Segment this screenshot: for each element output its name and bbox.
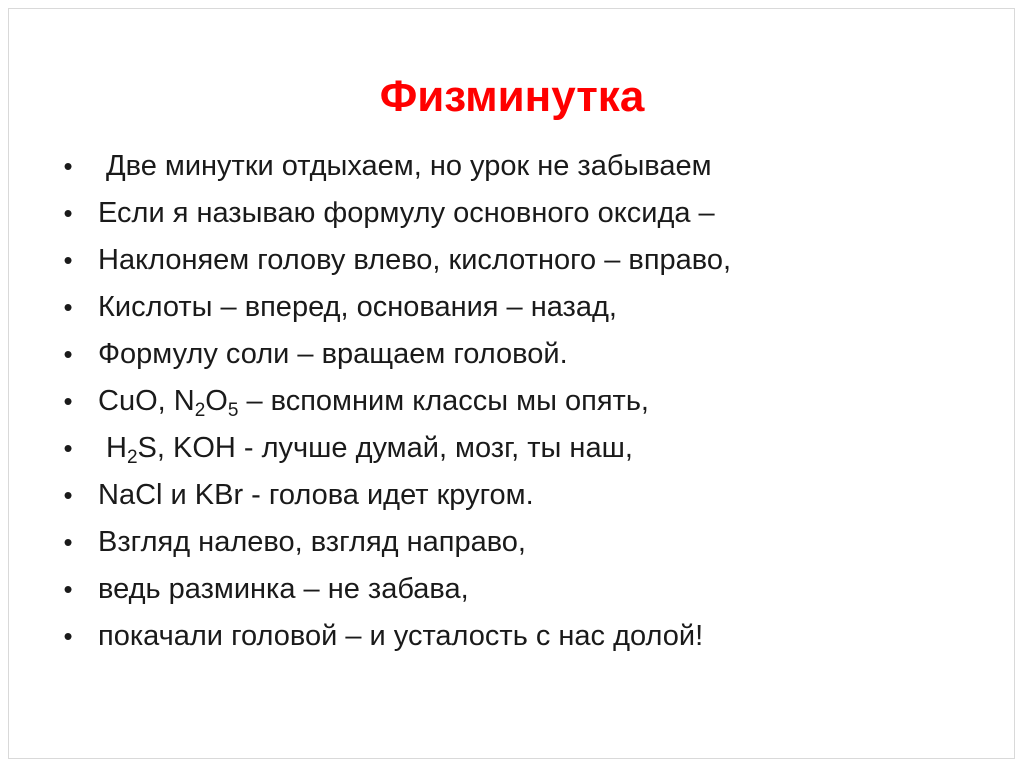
- formula-text: CuO, N: [98, 385, 195, 417]
- line-text: [98, 432, 633, 468]
- line-text: покачали головой – и усталость с нас долой!: [98, 620, 704, 652]
- formula-text: H: [106, 432, 127, 464]
- subscript: 5: [227, 400, 239, 421]
- bullet-icon: •: [63, 339, 73, 369]
- bullet-icon: •: [63, 574, 73, 604]
- list-item: [58, 237, 731, 284]
- list-item: [58, 143, 731, 190]
- list-item: [58, 284, 731, 331]
- list-item: [58, 331, 731, 378]
- list-item: [58, 566, 731, 613]
- list-item: [58, 613, 731, 660]
- bullet-icon: •: [63, 621, 73, 651]
- line-text: [98, 385, 649, 421]
- list-item: [58, 425, 731, 472]
- line-text-tail: – вспомним классы мы опять,: [238, 385, 649, 417]
- line-text-tail: S, KOH - лучше думай, мозг, ты наш,: [137, 432, 633, 464]
- line-text: ведь разминка – не забава,: [98, 573, 469, 605]
- slide-title: Физминутка: [379, 72, 645, 121]
- line-text: NaCl и KBr - голова идет кругом.: [98, 479, 534, 511]
- line-text: Кислоты – вперед, основания – назад,: [98, 291, 617, 323]
- list-item: [58, 519, 731, 566]
- line-text: Если я называю формулу основного оксида –: [98, 197, 715, 229]
- list-item: [58, 472, 731, 519]
- list-item: [58, 378, 731, 425]
- bullet-icon: •: [63, 198, 73, 228]
- line-text: Две минутки отдыхаем, но урок не забываем: [106, 150, 712, 182]
- bullet-icon: •: [63, 433, 73, 463]
- list-item: [58, 190, 731, 237]
- bullet-icon: •: [63, 386, 73, 416]
- bullet-list: [58, 143, 731, 660]
- line-text: Формулу соли – вращаем головой.: [98, 338, 568, 370]
- subscript: 2: [194, 400, 206, 421]
- bullet-icon: •: [63, 151, 73, 181]
- bullet-icon: •: [63, 245, 73, 275]
- formula-text: O: [205, 385, 228, 417]
- bullet-icon: •: [63, 527, 73, 557]
- bullet-icon: •: [63, 480, 73, 510]
- line-text: Взгляд налево, взгляд направо,: [98, 526, 526, 558]
- subscript: 2: [126, 447, 138, 468]
- line-text: Наклоняем голову влево, кислотного – вправо,: [98, 244, 732, 276]
- bullet-icon: •: [63, 292, 73, 322]
